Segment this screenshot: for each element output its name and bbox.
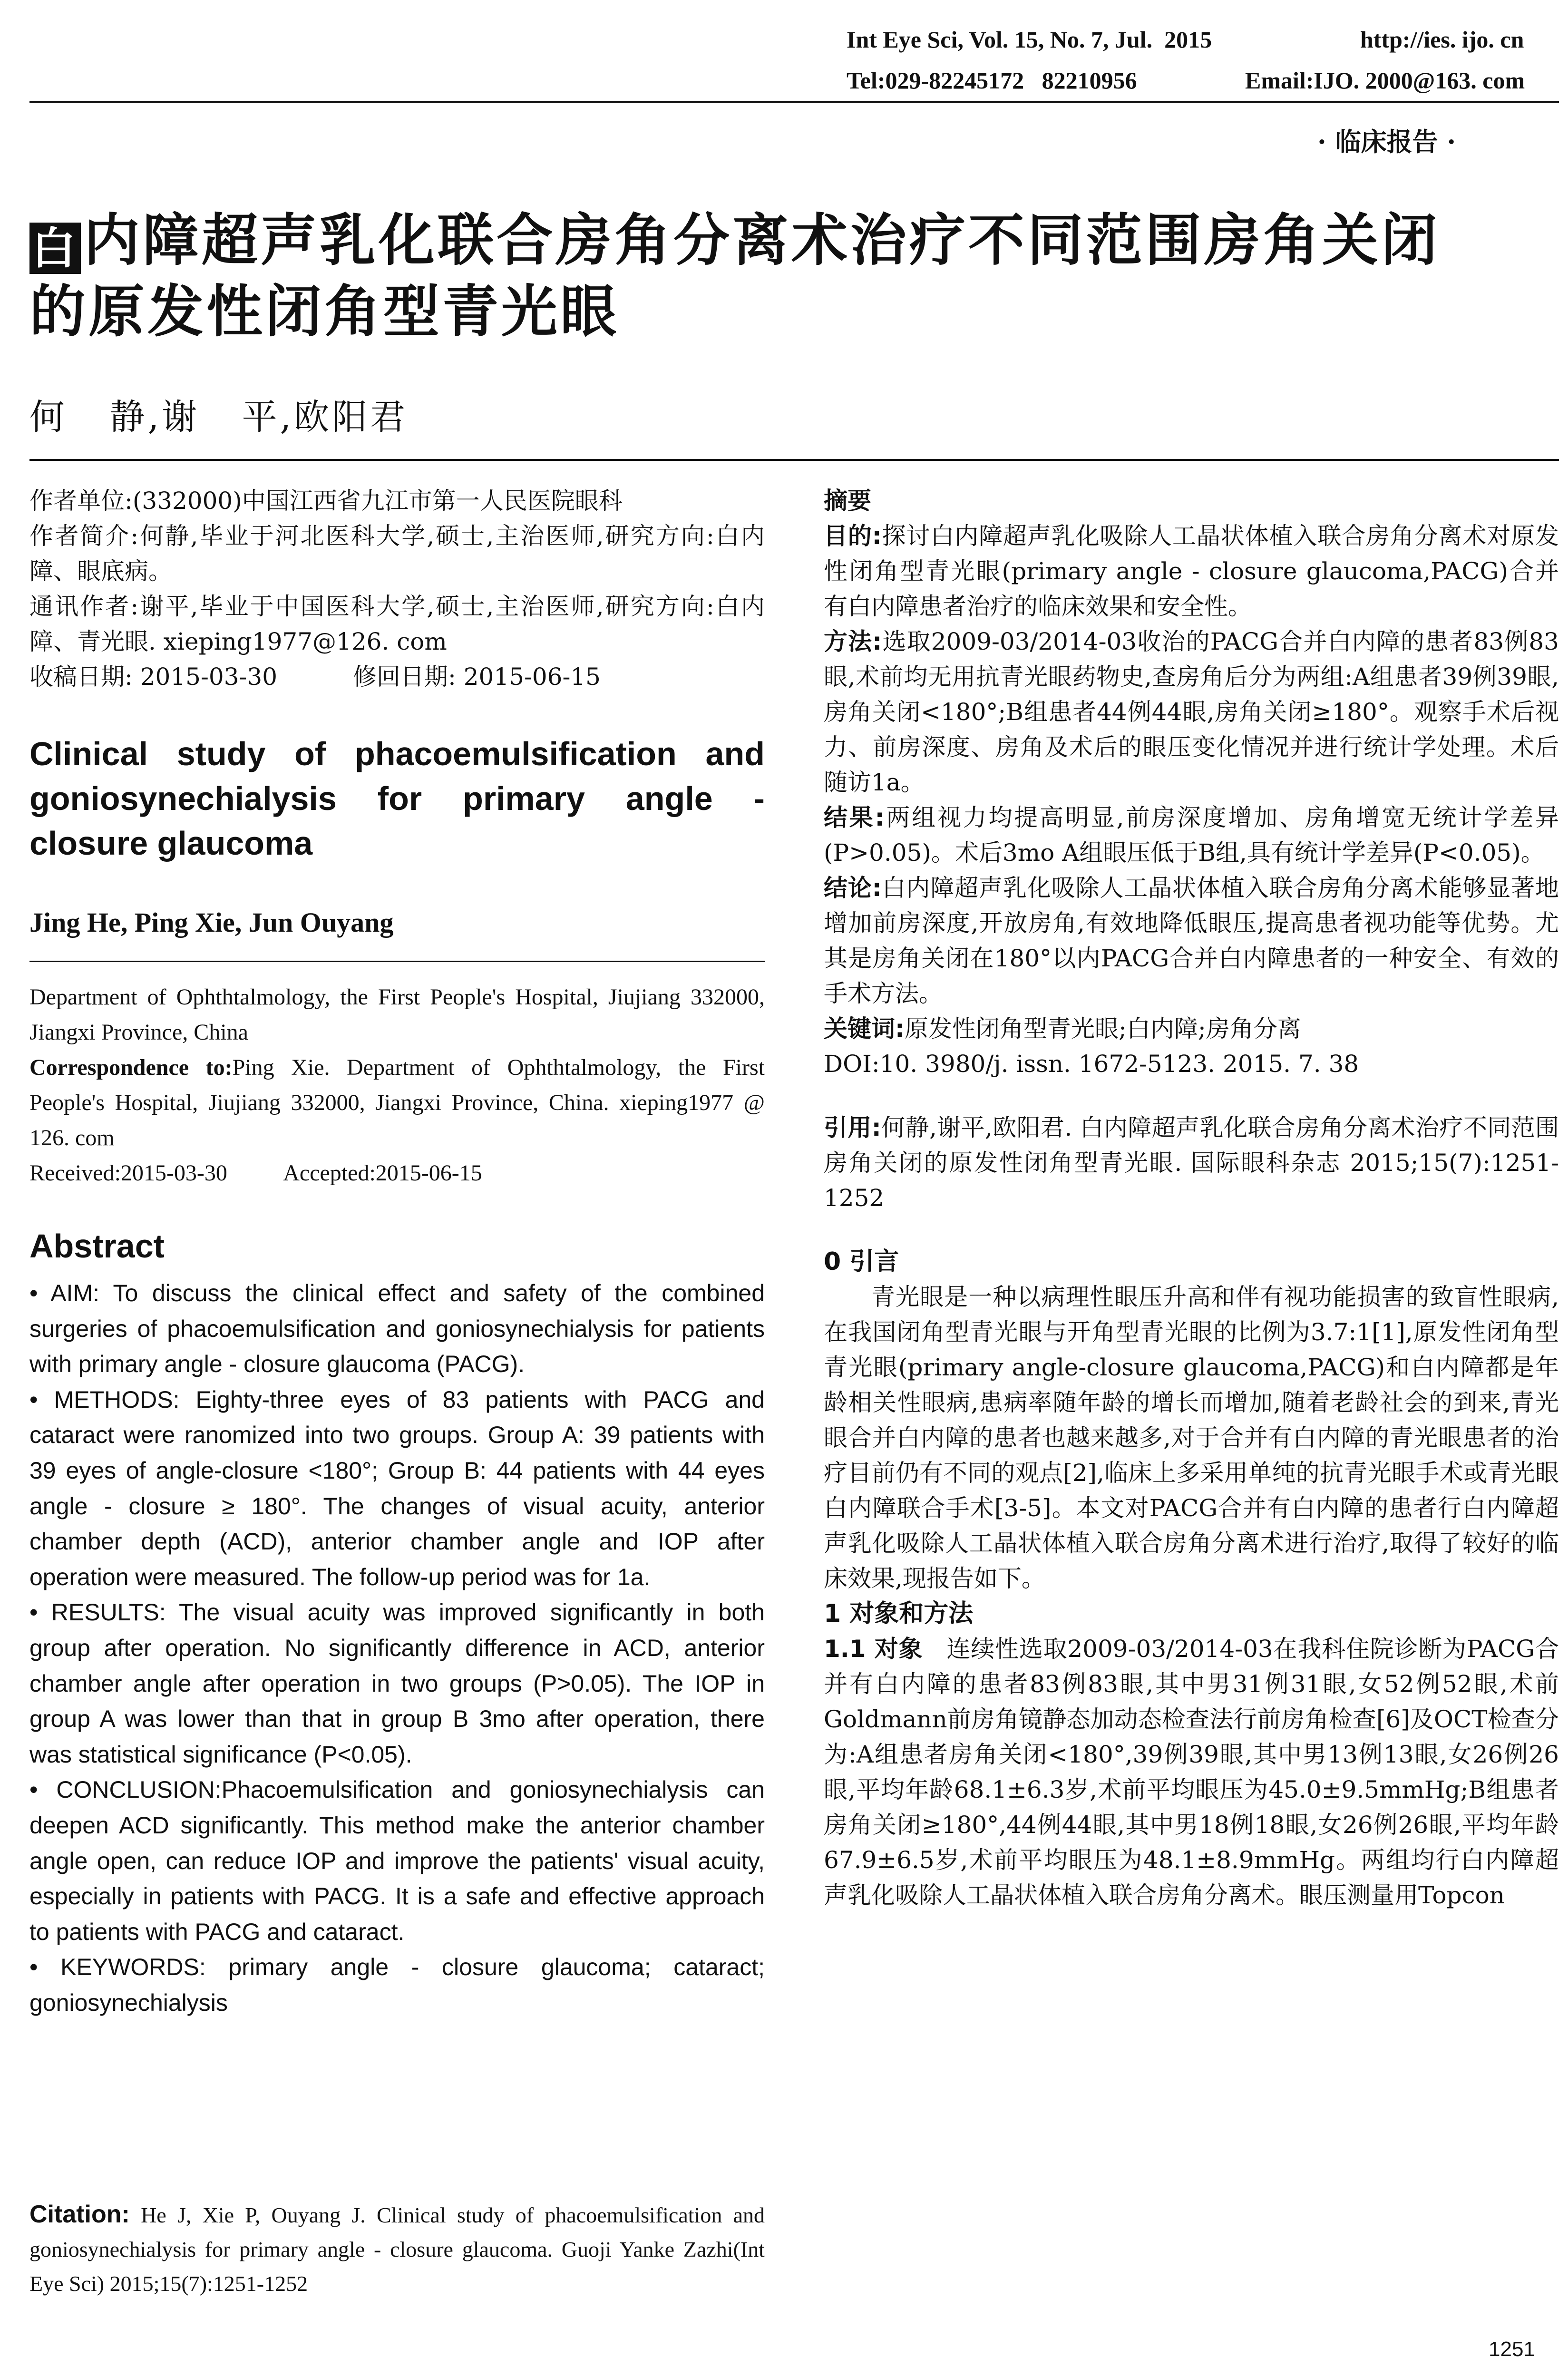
zh-abstract-keywords <box>824 1011 1559 1046</box>
section-label: · 临床报告 · <box>1317 127 1456 157</box>
abstract-results: • RESULTS: The visual acuity was improved significantly in both group after operation. No significantly difference in ACD, anterior chamber angle after operation in two groups (P>0.05). The IOP in group A was lower than that in group B 3mo after operation, there was statistical significance (P<0.05). <box>29 1599 765 1768</box>
zh-conclusion-text: 白内障超声乳化吸除人工晶状体植入联合房角分离术能够显著地增加前房深度,开放房角,有效地降低眼压,提高患者视功能等优势。尤其是房角关闭在180°以内PACG合并白内障患者的一种安全、有效的手术方法。 <box>824 874 1559 1007</box>
left-column-meta <box>29 483 765 694</box>
citation-zh <box>824 1110 1559 1216</box>
abstract-conclusion: • CONCLUSION:Phacoemulsification and goniosynechialysis can deepen ACD significantly. This method make the anterior chamber angle open, can reduce IOP and improve the patients' visual acuity, especially in patients with PACG. It is a safe and effective approach to patients with PACG and cataract. <box>29 1776 765 1945</box>
intro-heading: 0 引言 <box>824 1247 899 1276</box>
zh-conclusion-label: 结论: <box>824 874 882 902</box>
zh-keywords-text: 原发性闭角型青光眼;白内障;房角分离 <box>905 1015 1301 1042</box>
journal-url[interactable]: http://ies. ijo. cn <box>1360 26 1524 53</box>
page-number: 1251 <box>1489 2338 1535 2361</box>
methods-heading: 1 对象和方法 <box>824 1599 974 1628</box>
citation-en <box>29 2197 765 2301</box>
zh-abstract-methods <box>824 624 1559 800</box>
abstract-heading: Abstract <box>29 1227 165 1265</box>
methods-paragraph <box>824 1631 1559 1913</box>
methods-text: 连续性选取2009-03/2014-03在我科住院诊断为PACG合并有白内障的患者83例83眼,其中男31例31眼,女52例52眼,术前Goldmann前房角镜静态加动态检查法行前房角检查[6]及OCT检查分为:A组患者房角关闭<180°,39例39眼,其中男13例13眼,女26例26眼,平均年龄68.1±6.3岁,术前平均眼压为45.0±9.5mmHg;B组患者房角关闭≥180°,44例44眼,其中男18例18眼,女26例26眼,平均年龄67.9±6.5岁,术前平均眼压为48.1±8.9mmHg。两组均行白内障超声乳化吸除人工晶状体植入联合房角分离术。眼压测量用Topcon <box>824 1635 1559 1909</box>
corresponding-author-zh: 通讯作者:谢平,毕业于中国医科大学,硕士,主治医师,研究方向:白内障、青光眼. xieping1977@126. com <box>29 593 765 655</box>
dates-en: Received:2015-03-30 Accepted:2015-06-15 <box>29 1160 482 1186</box>
authors-en: Jing He, Ping Xie, Jun Ouyang <box>29 907 394 938</box>
dates-zh: 收稿日期: 2015-03-30 修回日期: 2015-06-15 <box>29 663 601 691</box>
zh-aim-text: 探讨白内障超声乳化吸除人工晶状体植入联合房角分离术对原发性闭角型青光眼(primary angle - closure glaucoma,PACG)合并有白内障患者治疗的临床效果和安全性。 <box>824 522 1559 620</box>
title-line-1: 内障超声乳化联合房角分离术治疗不同范围房角关闭 <box>84 207 1441 273</box>
citation-text: He J, Xie P, Ouyang J. Clinical study of phacoemulsification and goniosynechialysis for primary angle - closure glaucoma. Guoji Yanke Zazhi(Int Eye Sci) 2015;15(7):1251-1252 <box>29 2203 765 2296</box>
zh-doi[interactable]: DOI:10. 3980/j. issn. 1672-5123. 2015. 7. 38 <box>824 1050 1359 1078</box>
correspondence-label: Correspondence to: <box>29 1055 233 1080</box>
zh-aim-label: 目的: <box>824 522 882 550</box>
intro-paragraph: 青光眼是一种以病理性眼压升高和伴有视功能损害的致盲性眼病,在我国闭角型青光眼与开角型青光眼的比例为3.7:1[1],原发性闭角型青光眼(primary angle-closure glaucoma,PACG)和白内障都是年龄相关性眼病,患病率随年龄的增长而增加,随着老龄社会的到来,青光眼合并白内障的患者也越来越多,对于合并有白内障的青光眼患者的治疗目前仍有不同的观点[2],临床上多采用单纯的抗青光眼手术或青光眼白内障联合手术[3-5]。本文对PACG合并有白内障的患者行白内障超声乳化吸除人工晶状体植入联合房角分离术进行治疗,取得了较好的临床效果,现报告如下。 <box>824 1283 1559 1592</box>
right-column <box>824 483 1559 1913</box>
authors-zh: 何 静,谢 平,欧阳君 <box>29 397 409 438</box>
abstract-keywords: • KEYWORDS: primary angle - closure glaucoma; cataract; goniosynechialysis <box>29 1954 765 2016</box>
zh-results-label: 结果: <box>824 804 885 831</box>
zh-keywords-label: 关键词: <box>824 1015 905 1042</box>
journal-info: Int Eye Sci, Vol. 15, No. 7, Jul. 2015 <box>847 26 1212 53</box>
zh-methods-text: 选取2009-03/2014-03收治的PACG合并白内障的患者83例83眼,术前均无用抗青光眼药物史,查房角后分为两组:A组患者39例39眼,房角关闭<180°;B组患者44例44眼,房角关闭≥180°。观察手术后视力、前房深度、房角及术后的眼压变化情况并进行统计学处理。术后随访1a。 <box>824 628 1559 796</box>
zh-abstract-conclusion <box>824 870 1559 1011</box>
citation-zh-label: 引用: <box>824 1114 881 1141</box>
affiliation-en: Department of Ophthtalmology, the First People's Hospital, Jiujiang 332000, Jiangxi Province, China <box>29 984 765 1045</box>
zh-results-text: 两组视力均提高明显,前房深度增加、房角增宽无统计学差异(P>0.05)。术后3mo A组眼压低于B组,具有统计学差异(P<0.05)。 <box>824 804 1559 867</box>
paper-title-zh <box>29 205 1561 347</box>
abstract-methods: • METHODS: Eighty-three eyes of 83 patients with PACG and cataract were ranomized into two groups. Group A: 39 patients with 39 eyes of angle-closure <180°; Group B: 44 patients with 44 eyes angle - closure ≥ 180°. The changes of visual acuity, anterior chamber depth (ACD), anterior chamber angle and IOP after operation were measured. The follow-up period was for 1a. <box>29 1386 765 1590</box>
left-rule <box>29 961 765 962</box>
abstract-aim: • AIM: To discuss the clinical effect and safety of the combined surgeries of phacoemulsification and goniosynechialysis for patients with primary angle - closure glaucoma (PACG). <box>29 1280 765 1378</box>
header-rule <box>29 101 1559 103</box>
abstract-en <box>29 1276 765 2020</box>
citation-label: Citation: <box>29 2201 130 2228</box>
citation-zh-text: 何静,谢平,欧阳君. 白内障超声乳化联合房角分离术治疗不同范围房角关闭的原发性闭角型青光眼. 国际眼科杂志 2015;15(7):1251-1252 <box>824 1114 1559 1212</box>
authors-rule <box>29 459 1559 461</box>
zh-abstract-heading: 摘要 <box>824 487 871 515</box>
title-initial: 白 <box>29 223 81 274</box>
zh-abstract-results <box>824 800 1559 870</box>
affiliation-zh: 作者单位:(332000)中国江西省九江市第一人民医院眼科 <box>29 487 623 515</box>
paper-title-en: Clinical study of phacoemulsification and goniosynechialysis for primary angle - closure glaucoma <box>29 735 765 862</box>
zh-methods-label: 方法: <box>824 628 882 655</box>
methods-sub-label: 1.1 对象 <box>824 1635 923 1663</box>
left-column-meta-en <box>29 980 765 1191</box>
correspondence-en <box>29 1050 765 1156</box>
title-line-2: 的原发性闭角型青光眼 <box>29 278 620 344</box>
author-bio-zh: 作者简介:何静,毕业于河北医科大学,硕士,主治医师,研究方向:白内障、眼底病。 <box>29 522 765 585</box>
correspondence-text: Ping Xie. Department of Ophthtalmology, the First People's Hospital, Jiujiang 332000, Jiangxi Province, China. xieping1977 @ 126. com <box>29 1055 765 1150</box>
zh-abstract-aim <box>824 518 1559 624</box>
journal-tel: Tel:029-82245172 82210956 <box>847 67 1137 94</box>
journal-email[interactable]: Email:IJO. 2000@163. com <box>1245 67 1525 94</box>
